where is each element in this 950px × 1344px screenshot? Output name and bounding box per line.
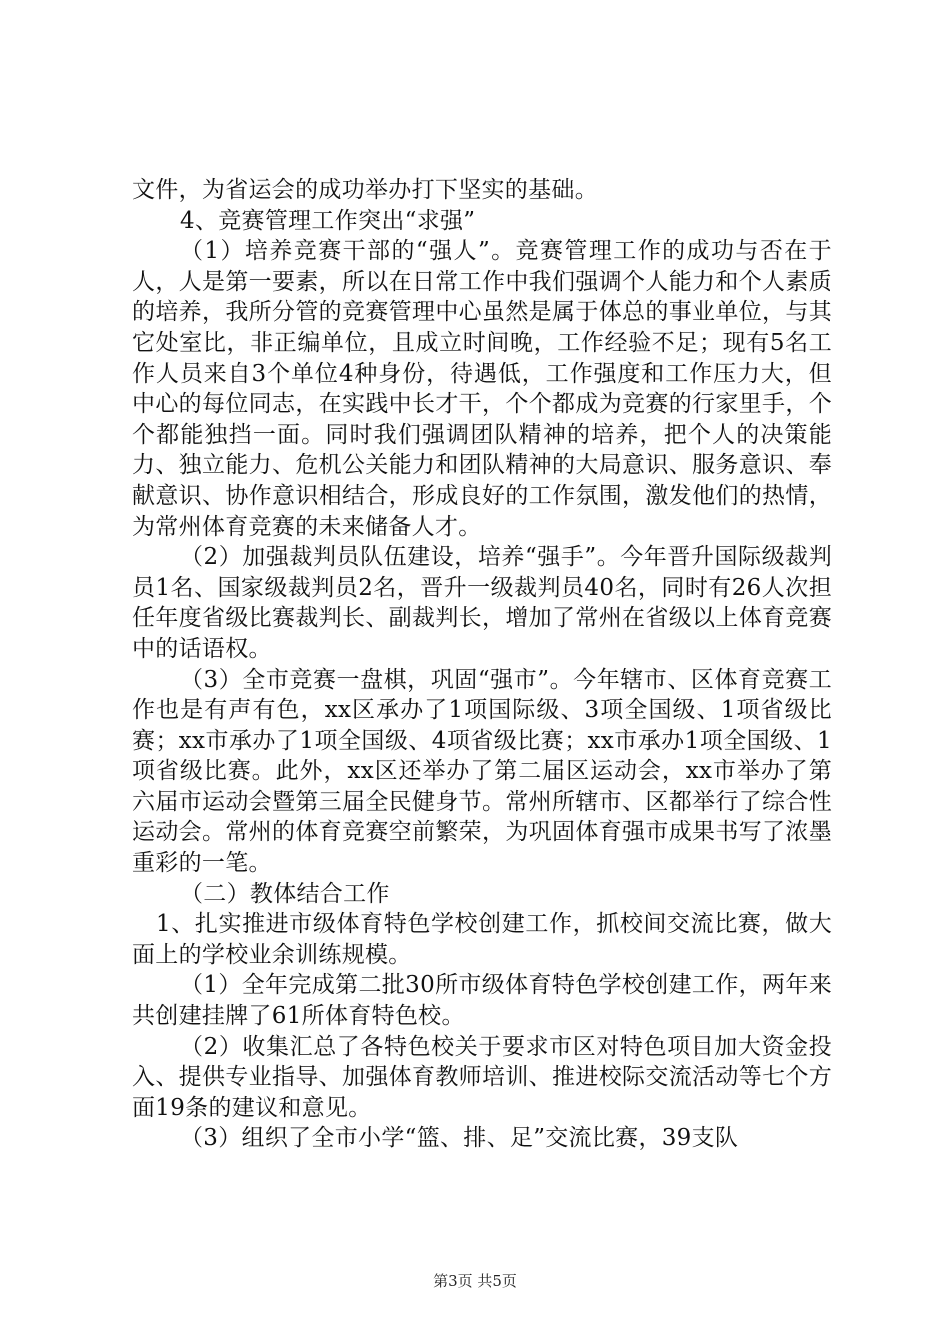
paragraph-6: 1、扎实推进市级体育特色学校创建工作，抓校间交流比赛，做大面上的学校业余训练规模。 [132,911,832,968]
paragraph-5: （二）教体结合工作 [180,880,390,907]
paragraph-4: （3）全市竞赛一盘棋，巩固“强市”。今年辖市、区体育竞赛工作也是有声有色，xx区承办了1项国际级、3项全国级、1项省级比赛；xx市承办了1项全国级、4项省级比赛；xx市承办1项全国级、1项省级比赛。此外，xx区还举办了第二届区运动会，xx市举办了第六届市运动会暨第三届全民健身节。常州所辖市、区都举行了综合性运动会。常州的体育竞赛空前繁荣，为巩固体育强市成果书写了浓墨重彩的一笔。 [132,666,832,877]
page-footer: 第3页 共5页 [433,1272,517,1290]
paragraph-0: 文件，为省运会的成功举办打下坚实的基础。 [132,177,598,203]
paragraph-9: （3）组织了全市小学“篮、排、足”交流比赛，39支队 [180,1125,739,1152]
document-body [132,175,832,1154]
paragraph-8: （2）收集汇总了各特色校关于要求市区对特色项目加大资金投入、提供专业指导、加强体育教师培训、推进校际交流活动等七个方面19条的建议和意见。 [132,1033,832,1121]
paragraph-3: （2）加强裁判员队伍建设，培养“强手”。今年晋升国际级裁判员1名、国家级裁判员2名，晋升一级裁判员40名，同时有26人次担任年度省级比赛裁判长、副裁判长，增加了常州在省级以上体育竞赛中的话语权。 [132,544,832,662]
paragraph-7: （1）全年完成第二批30所市级体育特色学校创建工作，两年来共创建挂牌了61所体育特色校。 [132,972,832,1030]
paragraph-2: （1）培养竞赛干部的“强人”。竞赛管理工作的成功与否在于人，人是第一要素，所以在日常工作中我们强调个人能力和个人素质的培养，我所分管的竞赛管理中心虽然是属于体总的事业单位，与其它处室比，非正编单位，且成立时间晚，工作经验不足；现有5名工作人员来自3个单位4种身份，待遇低，工作强度和工作压力大，但中心的每位同志，在实践中长才干，个个都成为竞赛的行家里手，个个都能独挡一面。同时我们强调团队精神的培养，把个人的决策能力、独立能力、危机公关能力和团队精神的大局意识、服务意识、奉献意识、协作意识相结合，形成良好的工作氛围，激发他们的热情，为常州体育竞赛的未来储备人才。 [132,238,832,540]
paragraph-1: 4、竞赛管理工作突出“求强” [180,207,476,234]
